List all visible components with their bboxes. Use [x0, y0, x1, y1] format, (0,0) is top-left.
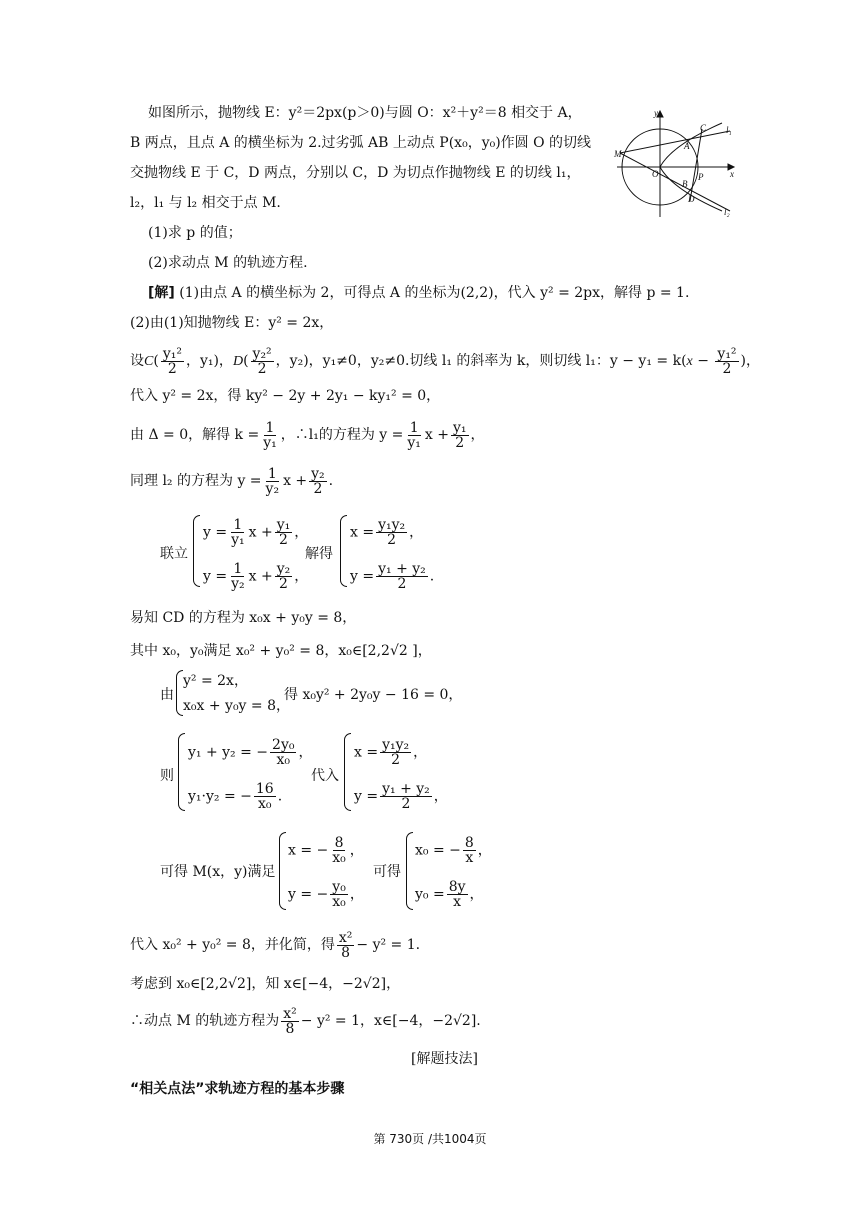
system-3-label: 由 — [160, 687, 174, 703]
system-7-label: 可得 — [373, 864, 401, 880]
solution-step-5-a: 由 Δ = 0，解得 k = — [130, 427, 260, 443]
solution-step-15-b: − y² = 1，x∈[−4，−2√2]. — [300, 1013, 481, 1029]
label-l2: l₂ — [724, 207, 730, 217]
question-1: (1)求 p 的值； — [148, 225, 242, 241]
system-3-brace — [176, 670, 183, 716]
label-p: P — [698, 172, 704, 182]
system-3-row-2: x₀x + y₀y = 8， — [183, 698, 291, 714]
system-3-row-1: y² = 2x， — [183, 673, 248, 689]
system-1-label: 联立 — [160, 546, 188, 562]
system-4-row-1: y₁ + y₂ = − $\frac{\text{2y₀}}{\text{x₀}}$ ， — [188, 737, 313, 768]
system-5-label: 代入 — [311, 768, 339, 784]
system-4-brace — [178, 733, 185, 811]
system-2-row-2: y = $\frac{\text{y₁ + y₂}}{2}$ . — [350, 561, 435, 592]
solution-step-3-pre: 设 — [130, 353, 144, 369]
system-6-brace — [279, 832, 286, 910]
problem-line-4: l₂，l₁ 与 l₂ 相交于点 M. — [130, 195, 281, 211]
solution-step-4: 代入 y² = 2x，得 ky² − 2y + 2y₁ − ky₁² = 0， — [130, 388, 441, 404]
solution-step-13-b: − y² = 1. — [356, 937, 421, 953]
solution-step-13-text: 代入 x₀² + y₀² = 8，并化简，得 — [130, 937, 335, 953]
geometry-figure — [612, 105, 742, 220]
question-2: (2)求动点 M 的轨迹方程. — [148, 255, 308, 271]
problem-line-3: 交抛物线 E 于 C，D 两点，分别以 C，D 为切点作抛物线 E 的切线 l₁， — [130, 165, 581, 181]
solution-step-5-b: ，∴l₁的方程为 y = — [280, 427, 404, 443]
label-x: x — [730, 169, 734, 179]
solution-step-15-text: ∴动点 M 的轨迹方程为 — [130, 1013, 280, 1029]
system-2-row-1: x = $\frac{\text{y₁y₂}}{2}$ ， — [350, 517, 424, 548]
solution-tag: [解] — [148, 285, 175, 301]
system-6-row-2: y = − $\frac{\text{y₀}}{\text{x₀}}$ ， — [288, 879, 364, 910]
page-footer: 第 730页 /共1004页 — [373, 1132, 487, 1146]
method-heading: “相关点法”求轨迹方程的基本步骤 — [130, 1081, 345, 1097]
solution-step-3: 设C( $\frac{\text{y₁²}}{2}$ ，y₁)，D( $\frac{\text{y₂²}}{2}$ ，y₂)，y₁≠0，y₂≠0.切线 l₁ 的斜率为 k，则切线 l₁：y − y₁ = k(x − $\frac{\text{y₁²}}{2}$ )， — [130, 345, 761, 377]
solution-part-1 — [148, 283, 689, 303]
solution-step-8: 易知 CD 的方程为 x₀x + y₀y = 8， — [130, 610, 357, 626]
label-d: D — [688, 194, 695, 204]
problem-line-1: 如图所示，抛物线 E：y²＝2px(p＞0)与圆 O：x²＋y²＝8 相交于 A， — [148, 105, 582, 121]
system-2-brace — [340, 515, 347, 587]
system-5-brace — [344, 733, 351, 811]
system-5-row-1: x = $\frac{\text{y₁y₂}}{2}$ ， — [354, 737, 428, 768]
system-4-label: 则 — [160, 768, 174, 784]
system-7-row-2: y₀ = $\frac{8y}{x}$ ， — [415, 879, 484, 910]
solution-step-2: (2)由(1)知抛物线 E：y² = 2x， — [130, 315, 334, 331]
solution-step-3-mid: ，y₁≠0，y₂≠0.切线 l₁ 的斜率为 k，则切线 l₁：y − y₁ = k — [308, 353, 682, 369]
system-7-brace — [406, 832, 413, 910]
label-l1: l₁ — [726, 125, 732, 135]
system-1-brace — [193, 515, 200, 587]
label-a: A — [684, 141, 690, 151]
solution-step-14: 考虑到 x₀∈[2,2√2]，知 x∈[−4，−2√2]， — [130, 976, 401, 992]
system-6-row-1: x = − $\frac{8}{\text{x₀}}$ ， — [288, 835, 364, 866]
solution-step-6-text: 同理 l₂ 的方程为 y = — [130, 473, 262, 489]
label-o: O — [652, 169, 659, 179]
system-5-row-2: y = $\frac{\text{y₁ + y₂}}{2}$ ， — [354, 781, 448, 812]
system-2-label: 解得 — [305, 546, 333, 562]
solution-step-9: 其中 x₀，y₀满足 x₀² + y₀² = 8，x₀∈[2,2√2 ]， — [130, 643, 432, 659]
system-1-row-1: y = $\frac{1}{\text{y₁}}$ x + $\frac{\text{y₁}}{2}$ ， — [203, 517, 309, 548]
system-6-label: 可得 M(x，y)满足 — [160, 864, 276, 880]
system-3-after: 得 x₀y² + 2y₀y − 16 = 0， — [284, 687, 463, 703]
solution-step-6: 同理 l₂ 的方程为 y = $\frac{1}{\text{y₂}}$ x + $\frac{\text{y₂}}{2}$ . — [130, 465, 334, 497]
system-1-row-2: y = $\frac{1}{\text{y₂}}$ x + $\frac{\text{y₂}}{2}$ ， — [203, 561, 309, 592]
solution-step-1: (1)由点 A 的横坐标为 2，可得点 A 的坐标为(2,2)，代入 y² = 2px，解得 p = 1. — [179, 285, 690, 301]
system-4-row-2: y₁·y₂ = − $\frac{16}{\text{x₀}}$ . — [188, 781, 283, 812]
label-m: M — [614, 149, 622, 159]
method-title: [解题技法] — [411, 1051, 478, 1067]
system-7-row-1: x₀ = − $\frac{8}{x}$ ， — [415, 835, 492, 866]
problem-line-2: B 两点，且点 A 的横坐标为 2.过劣弧 AB 上动点 P(x₀，y₀)作圆 O 的切线 — [130, 135, 592, 151]
label-b: B — [682, 179, 688, 189]
solution-step-5: 由 Δ = 0，解得 k = $\frac{1}{\text{y₁}}$ ，∴l₁的方程为 y = $\frac{1}{\text{y₁}}$ x + $\frac{\text{y₁}}{2}$ ， — [130, 419, 485, 451]
solution-step-15: ∴动点 M 的轨迹方程为 $\frac{\text{x²}}{8}$ − y² = 1，x∈[−4，−2√2]. — [130, 1005, 481, 1037]
solution-step-13: 代入 x₀² + y₀² = 8，并化简，得 $\frac{\text{x²}}{8}$ − y² = 1. — [130, 929, 421, 961]
label-c: C — [700, 123, 707, 133]
label-y: y — [654, 108, 658, 118]
chord-cd — [690, 129, 702, 201]
